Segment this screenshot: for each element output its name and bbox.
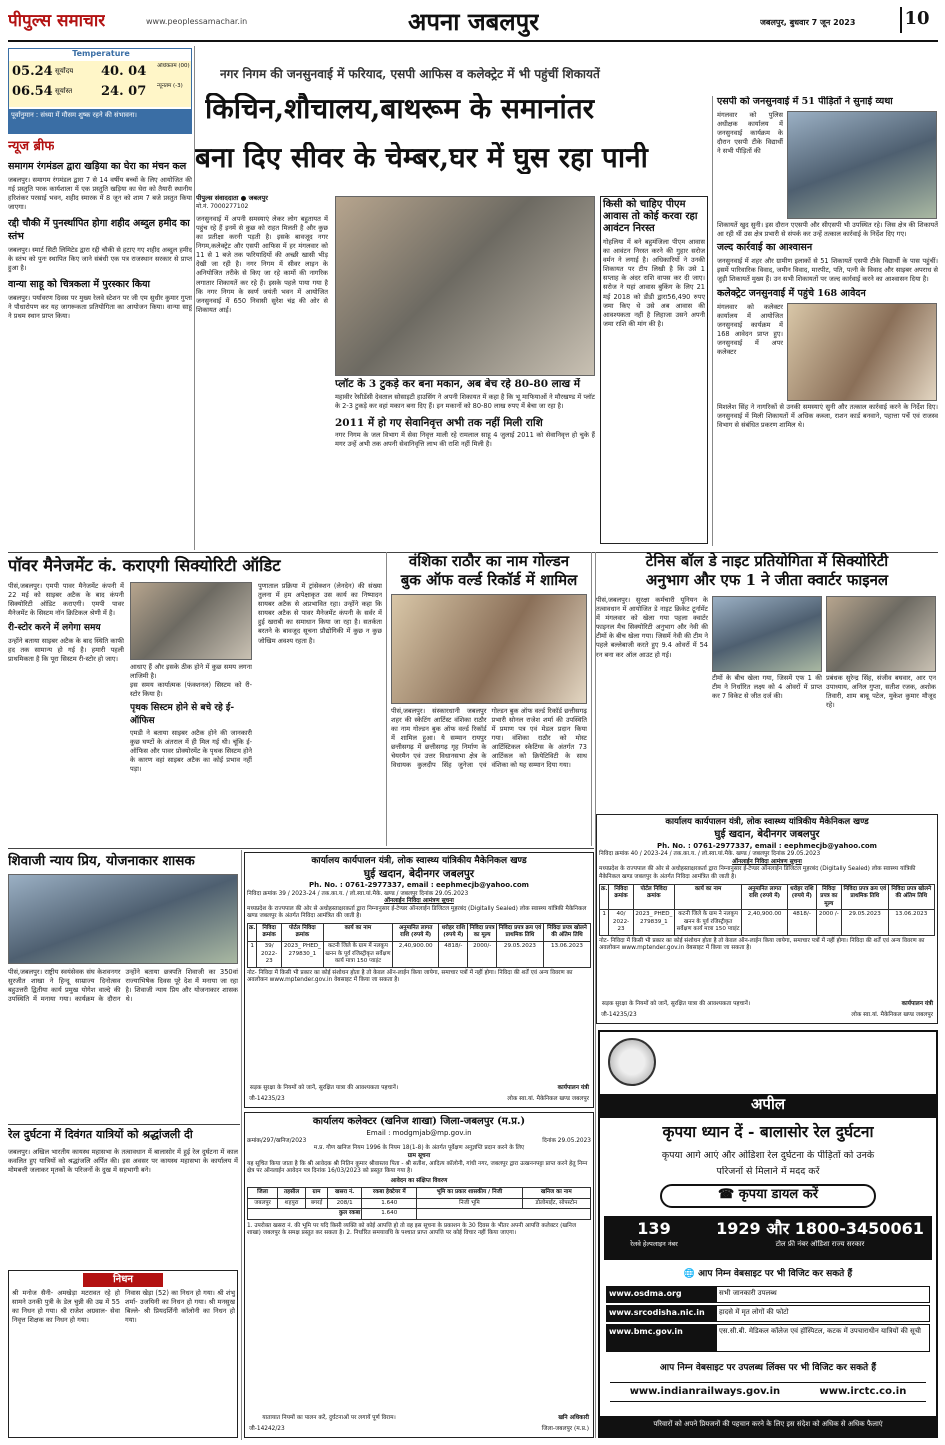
paper-name: पीपुल्स समाचार [8,11,106,31]
sunrise-label: सूर्योदय [55,67,74,75]
tender1-notice: निविदा क्रमांक 40 / 2023-24 / तक.का.य. / लो.स्वा.यां.मैके. खण्ड / जबलपुर दिनांक 29.05.2023 [599,851,821,858]
site-url[interactable]: www.osdma.org [607,1287,717,1302]
power-body-1: पीसं,जबलपुर। एमपी पावर मैनेजमेंट कंपनी में 22 मई को साइबर अटैक के बाद कंपनी सिक्योरिटी ऑडिट कराएगी। एमपी पावर मैनेजमेंट के सिस्टम नॉन क्रिटिकल श्रेणी में है। [8,582,124,618]
tender2-sign-sub: लोक स्वा.यां. मैकेनिकल खण्ड जबलपुर [507,1096,589,1103]
appeal-call-label: कृपया डायल करें [738,1187,819,1202]
appeal-call [660,1184,876,1208]
th: निविदा प्रपत्र खोलने की अंतिम तिथि [888,884,934,910]
lead-body: जनसुनवाई में अपनी समस्याएं लेकर लोग बहुतायत में पहुंच रहे हैं इनमें से कुछ को राहत मिलती है और कुछ का प्रतीक्षा करनी पड़ती है। इसके बावजूद नगर निगम,कलेक्ट्रेट और एसपी आफिस में हर मंगलवार को 11 से 1 बजे तक फरियादियों की अच्छी खासी भीड़ देखी जा रही है। नगर निगम में सीवर लाइन के अनियोजित तरीके से किए जा रहे कामों की नागरिक लगातार शिकायतें कर रहे हैं। इसके पहले पाया गया है कि नगर निगम के स्वर्ण जयंती भवन में आयोजित जनसुनवाई में 650 निवासी सुरेश चंद्र की ओर से शिकायत आई। [196,214,328,314]
tennis-caption-2: प्रबंधक सुरेन्द्र सिंह, संजीव बघवार, आर एन उपाध्याय, अनिल गुप्ता, सतीश रजक, अशोक तिवारी, शाम बाबू पटेल, मुकेश कुमार मौजूद रहे। [826,674,936,710]
tender2-notice: निविदा क्रमांक 39 / 2023-24 / तक.का.य. / लो.स्वा.यां.मैके. खण्ड / जबलपुर दिनांक 29.05.2023 [247,890,469,897]
th: अनुमानित लागत राशि (रुपये में) [393,923,439,941]
max-temp: 40. 04 [101,64,147,79]
tender1-header-row [600,884,935,910]
shivaji-photo [8,874,238,964]
td: कटनी जिले के ग्राम में नलकूप खनन के पूर्व रजिस्ट्रीकृत सर्वेक्षण कार्य मात्रा 150 प्वाइंट [323,941,392,967]
th: रकबा हेक्टेयर में [362,1188,417,1199]
phone-icon: ☎ [717,1187,739,1202]
mining-slogan: यातायात नियमों का पालन करें, दुर्घटनाओं पर लगायें पूर्ण विराम। [262,1415,396,1422]
td: 2,40,900.00 [393,941,439,967]
th: कार्य का नाम [675,884,742,910]
tennis-story [596,552,938,814]
td: 29.05.2023 [496,941,543,967]
th: खनिज का नाम [522,1188,590,1199]
tender1-sign-title: कार्यपालन यंत्री [901,1001,933,1008]
appeal-title: कृपया ध्यान दें - बालासोर रेल दुर्घटना [662,1122,874,1141]
td: 13.06.2023 [543,941,590,967]
mining-body: यह सूचित किया जाता है कि श्री आवेदक श्री नितिन कुमार श्रीवास्तव पिता - श्री सतीश, आदित्य कॉलोनी, गांधी नगर, जबलपुर द्वारा उत्खननपट्टा प्राप्त करने हेतु निम्न क्षेत्र पर ऑनलाईन आवेदन पत्र दिनांक 16/03/2023 को प्रस्तुत किया गया है। [247,1160,588,1175]
vanshika-headline-1: वंशिका राठौर का नाम गोल्डन [408,552,570,570]
forecast: पूर्वानुमान : संध्या में मौसम शुष्क रहने की संभावना। [9,109,192,133]
nidhan-col-1: श्री मनोज सैनी- अमखेड़ा मटरावत रहे हो सामने उनकी पुत्री के डेल चुन्नी की उम्र में 55 का निधन हो गया। श्री राजेश अग्रवाल- सेवा निवृत्त शिक्षक का निधन हो गया। [12,1289,120,1325]
th: निविदा प्रपत्र का मूल्य [816,884,841,910]
links-title: आप निम्न वेबसाइट पर उपलब्ध लिंक्स पर भी विजिट कर सकते हैं [659,1363,877,1373]
link-irctc[interactable]: www.irctc.co.in [819,1386,907,1398]
td: 1.640 [362,1209,417,1220]
mining-data-row [248,1198,591,1209]
td: 208/1 [328,1198,362,1209]
collector-photo [787,303,937,401]
tender1-ref: जी-14235/23 [601,1012,637,1019]
tender2-data-row [248,941,591,967]
mining-table [247,1187,591,1220]
link-railways[interactable]: www.indianrailways.gov.in [629,1386,781,1398]
tender1-intro: मध्यप्रदेश के राज्यपाल की ओर से अधोहस्ताक्षरकर्ता द्वारा निम्नानुसार ई-टेण्डर ऑनलाईन डिजिटल मुहरबंद (Digitally Sealed) लोक स्वास्थ्य यांत्रिकी मैकेनिकल खण्ड जबलपुर के अंतर्गत निविदा आमंत्रित की जाती है। [599,866,916,880]
lead-headline-2: बना दिए सीवर के चेम्बर,घर में घुस रहा पानी [195,142,648,174]
th: पोर्टल निविदा क्रमांक [633,884,674,910]
mining-ref: जी-14242/23 [249,1426,285,1433]
tender2-intro: मध्यप्रदेश के राज्यपाल की ओर से अधोहस्ताक्षरकर्ता द्वारा निम्नानुसार ई-टेण्डर ऑनलाईन डिजिटल मुहरबंद (Digitally Sealed) लोक स्वास्थ्य यांत्रिकी मैकेनिकल खण्ड जबलपुर के अंतर्गत निविदा आमंत्रित की जाती है। [247,905,587,920]
sp-column [712,96,938,546]
mining-sign-title: खनि अधिकारी [558,1415,589,1422]
appeal-line-1: कृपया आगे आएं और ओडिशा रेल दुर्घटना के पीड़ितों को उनके [661,1150,875,1161]
td: 2023_ PHED_ 279830_1 [281,941,323,967]
masthead-rule [8,40,938,42]
td: कटनी जिले के ग्राम ने नलकूप खनन के पूर्व रजिस्ट्रीकृत सर्वेक्षण कार्य मात्रा 150 प्वाइंट [675,910,742,936]
td: 1 [600,910,609,936]
mining-notice [244,1112,594,1438]
appeal-tag: अपील [600,1094,936,1118]
brief-headline-2: रद्दी चौकी में पुनर्स्थापित होगा शहीद अब्दुल हमीद का स्तंभ [8,218,190,242]
th: ग्राम [305,1188,327,1199]
mining-title: ग्राम सूचना [407,1153,431,1159]
th: कार्य का नाम [323,923,392,941]
helpline-number[interactable]: 139 [637,1219,671,1238]
nidhan-box [8,1270,238,1438]
td: 29.05.2023 [842,910,888,936]
sp-title: एसपी को जनसुनवाई में 51 पीड़ितों ने सुनाई व्यथा [717,96,893,107]
brief-body-2: जबलपुर। स्मार्ट सिटी लिमिटेड द्वारा रद्दी चौकी से हटाए गए शहीद अब्दुल हमीद के स्तंभ को पुनः स्थापित किए जाने संबंधी एक पत्र राजस्थान सरकार से प्राप्त हुआ है। [8,245,192,272]
th: धरोहर राशि (रुपये में) [439,923,468,941]
td: डोलोमाईट, सोपस्टोन [522,1198,590,1209]
tender-ad-1 [596,814,938,1024]
lead-phone: मो.नं. 7000277102 [196,202,249,210]
th: क्र. [600,884,609,910]
power-headline: पॉवर मैनेजमेंट कं. कराएगी सिक्योरिटी ऑडिट [8,556,281,575]
tennis-body: पीसं,जबलपुर। सुरक्षा कर्मचारी यूनियन के तत्वावधान में आयोजित डे नाइट क्रिकेट टूर्नामेंट में मंगलवार को खेला गया पहला क्वार्टर फाइनल मैच सिक्योरिटी अनुभाग और नेवी की टीमों के बीच खेला गया। जिसमें नेवी की टीम ने पहले बल्लेबाजी करते हुए 9.4 ओवरों में 54 रन बना कर ऑल आउट हो गई। [596,596,708,659]
vanshika-story [386,552,592,846]
retire-body: नगर निगम के जल विभाग में सेवा निवृत्त माली रहे रामलाल साहू 4 जुलाई 2011 को सेवानिवृत्त हो चुके हैं मगर उन्हें अभी तक अपनी सेवानिवृत्ति लाभ की राशि नहीं मिली है। [335,431,595,449]
appeal-ad [598,1030,938,1438]
power-sub-2: पृथक सिस्टम होने से बचे रहे ई-ऑफिस [130,703,235,726]
masthead [8,4,938,38]
nidhan-col-2: निवास खेड़ा (52) का निधन हो गया। श्री शंभु शर्मा- उजयिनी का निधन हो गया। श्री मनसुख बिल्ले- श्री प्रियदर्शिनी कॉलोनी का निधन हो गया। [125,1289,235,1325]
helpline-label: रेलवे हेल्पलाइन नंबर [630,1240,678,1248]
th: जिला [248,1188,278,1199]
tender1-data-row [600,910,935,936]
site-url[interactable]: www.bmc.gov.in [607,1325,717,1351]
sp-photo [787,111,937,219]
globe-icon: 🌐 [683,1269,699,1279]
mining-memo: क्रमांक/297/खनिज/2023 [247,1137,307,1144]
td: 2000/- [468,941,497,967]
th: खसरा नं. [328,1188,362,1199]
mining-sign-sub: जिला-जबलपुर (म.प्र.) [541,1426,589,1433]
tender1-sign-sub: लोक स्वा.यां. मैकेनिकल खण्ड जबलपुर [851,1012,933,1019]
dateline: जबलपुर, बुधवार 7 जून 2023 [760,18,856,27]
retire-title: 2011 में हो गए सेवानिवृत्त अभी तक नहीं मिली राशि [335,416,543,429]
td: 13.06.2023 [888,910,934,936]
th: अनुमानित लागत राशि (रुपये में) [742,884,788,910]
tender1-table [599,884,935,936]
paper-url[interactable]: www.peoplessamachar.in [146,17,248,26]
link-row [610,1382,926,1402]
site-row [606,1286,930,1303]
tender2-contact: Ph. No. : 0761-2977337, email : eephmecjb@yahoo.com [309,881,529,890]
collector-body: मिशलेश सिंह ने नागरिकों से उनकी समस्याएं सुनी और तत्काल कार्रवाई करने के निर्देश दिए। जनसुनवाई में मिली शिकायतों में अधिक कब्जा, राशन कार्ड बनवाने, पहात्ता पर्चे एवं राजस्व विभाग से संबंधित प्रकरण शामिल थे। [717,402,938,430]
pm-awas-body: गोहलिया में बने बहुमंजिला पीएम आवास का आवंटन निरस्त करने की गुहार सरोज वर्मन ने लगाई है। अधिकारियों ने उनकी शिकायत पर टीप लिखी है कि उसे 1 सप्ताह के अंदर राशि वापस कर दी जाए। सरोज ने यहां आवास बुकिंग के लिए 21 मई 2018 को डीडी द्वारा56,490 रुपए जमा किए थे उसे अब आवास की आवश्यकता नहीं है लिहाजा उसने अपनी जमा राशि की मांग की है। [603,238,705,328]
sp-body: शिकायतें खुद सुनी। इस दौरान एएसपी और सीएसपी भी उपस्थित रहे। जिस क्षेत्र की शिकायतें आ रही थीं उस क्षेत्र प्रभारी से संपर्क कर उन्हें तत्काल कार्रवाई के निर्देश दिए गए। [717,220,938,238]
web-title [600,1268,936,1280]
tender2-table [247,923,591,968]
power-photo [130,582,252,660]
th: क्र. [248,923,257,941]
tender2-note: नोट- निविदा में किसी भी प्रकार का कोई संशोधन होता है तो केवल ऑन-लाईन किया जायेगा, समाचार पत्रों में नहीं होगा। निविदा की शर्तें एवं अन्य विवरण का अवलोकन www.mptender.gov.in वेबसाइट में किया जा सकता है। [247,969,573,984]
lead-kicker: नगर निगम की जनसुनवाई में फरियाद, एसपी आफिस व कलेक्ट्रेट में भी पहुंचीं शिकायतें [220,67,600,81]
sp-sub-title: जल्द कार्रवाई का आश्वासन [717,242,813,253]
th: तहसील [278,1188,306,1199]
td: 40/ 2022-23 [609,910,633,936]
appeal-line-2: परिजनों से मिलाने में मदद करें [716,1166,820,1177]
tribute-body: जबलपुर। अखिल भारतीय कायस्थ महासभा के तत्वावधान में बालासोर में हुई रेल दुर्घटना में काल कवलित हुए यात्रियों को श्रद्धांजलि अर्पित की। इस अवसर पर कायस्थ महासभा के कार्यालय में मोमबत्ती जलाकर मृतकों के परिजनों के दुख में सहभागी बने। [8,1148,238,1175]
td: 2023_ PHED_ 279839_1 [633,910,674,936]
power-caption: आधाए हैं और इसके ठीक होने में कुछ समय लगना लाजिमी है। [130,663,252,681]
tender1-note: नोट- निविदा में किसी भी प्रकार का कोई संशोधन होता है तो केवल ऑन-लाईन किया जायेगा, समाचार पत्रों में नहीं होगा। निविदा की शर्तें एवं अन्य विवरण का अवलोकन www.mptender.gov.in वेबसाइट में किया जा सकता है। [599,937,925,952]
plot-body: महावीर रेसीडेंसी देवताल सोसाइटी हाउसिंग ने अपनी शिकायत में कहा है कि भू माफियाओं ने मौरखण्ड में प्लॉट के 2-3 टुकड़े कर वहां मकान बना दिए हैं। इन मकानों को 80-80 लाख रुपए में बेचा जा रहा है। [335,392,595,410]
mining-date: दिनांक 29.05.2023 [542,1137,591,1144]
tennis-photo-2 [826,596,936,672]
tribute-headline: रेल दुर्घटना में दिवंगत यात्रियों को श्रद्धांजली दी [8,1128,193,1141]
collector-title: कलेक्ट्रेट जनसुनवाई में पहुंचे 168 आवेदन [717,288,866,300]
tennis-headline-1: टेनिस बॉल डे नाइट प्रतियोगिता में सिक्योरिटी [645,552,889,570]
emblem-icon [608,1038,656,1086]
site-desc: सभी जानकारी उपलब्ध [719,1289,777,1297]
tennis-photo-1 [712,596,822,672]
tender-ad-2 [244,852,594,1108]
tender1-slogan: सड़क सुरक्षा के नियमों को जानें, सुरक्षित यात्रा की आवश्यकता पहचानें। [601,1001,751,1008]
tender2-office: कार्यालय कार्यपालन यंत्री, लोक स्वास्थ्य यांत्रिकीय मैकेनिकल खण्ड [311,856,527,866]
news-brief [8,138,192,558]
power-sub-2-body: एमडी ने बताया साइबर अटैक होने की जानकारी कुछ घण्टों के अंतराल में ही मिल गई थी। चूंकि ई-ऑफिस और पावर प्रोक्योरमेंट के पृथक सिस्टम होने के कारण वहां साइबर अटैक का कोई प्रभाव नहीं पड़ा। [130,728,252,774]
tollfree-number[interactable]: 1929 और 1800-3450061 [716,1219,924,1238]
sunset-time: 06.54 [12,84,53,99]
td: कुल रकबा [248,1209,362,1220]
site-list [606,1286,930,1352]
tender1-place: घुई खदान, बेदीनगर जबलपुर [714,829,820,841]
brief-label: न्यूज ब्रीफ [8,139,55,154]
site-desc: हादसे में मृत लोगों की फोटो [719,1308,789,1316]
tender2-slogan: सड़क सुरक्षा के नियमों को जानें, सुरक्षित यात्रा की आवश्यकता पहचानें। [249,1085,399,1092]
td: जबलपुर [248,1198,278,1209]
power-sub-1: री-स्टोर करने में लगेगा समय [8,623,101,634]
tender1-contact: Ph. No. : 0761-2977337, email : eephmecjb@yahoo.com [657,841,877,850]
th: धरोहर राशि (रुपये में) [787,884,816,910]
sp-side: मंगलवार को पुलिस अधीक्षक कार्यालय में जनसुनवाई कार्यक्रम के दौरान एसपी टीके विद्यार्थी ने सभी पीड़ितों की [717,110,783,156]
sunset-label: सूर्यास्त [55,87,73,95]
td: 1.640 [362,1198,417,1209]
mining-total-row [248,1209,591,1220]
pm-awas-box [600,196,708,544]
tender1-subject: ऑनलाईन निविदा आमंत्रण सूचना [732,858,802,865]
section-title: अपना जबलपुर [408,7,540,36]
td: निजी भूमि [417,1198,522,1209]
td: बगरई [305,1198,327,1209]
power-col-3: पुणाताल प्रक्रिया में ट्रांसेक्शन (लेनदेन) की संख्या तुलना में हम अपेक्षाकृत उस कार्य का निष्पादन सायबर अटैक से अप्रभावित रहा। उन्होंने कहा कि सायबर अटैक से पावर मैनेजमेंट कंपनी के सर्वर में हुई खराबी का समाधान किया जा रहा है। सतर्कता बरतने के बावजूद सूचना प्रौद्योगिकी में कुछ न कुछ जोखिम अवश्य रहता है। [258,582,382,645]
page-number: 10 [900,7,932,33]
weather-label: Temperature [72,49,130,58]
power-sub-1-body: उन्होंने बताया साइबर अटैक के बाद स्थिति काफी हद तक सामान्य हो गई है। हमारी पहली प्राथमिकता है कि पूरा सिस्टम री-स्टोर हो जाए। [8,636,124,663]
tender2-ref: जी-14235/23 [249,1096,285,1103]
power-body-2: इस समय कार्यात्मक (फंक्शनल) सिस्टम को री-स्टोर किया है। [130,681,252,699]
shivaji-body: पीसं,जबलपुर। राष्ट्रीय स्वयंसेवक संघ केशवनगर सुरजीत शाखा ने हिन्दू साम्राज्य दिनोत्सव बहुउत्तरी द्वितीया कार्य प्रमुख योगेश वाल्दे की उपस्थिति में मनाया गया। कार्यक्रम के दौरान उन्होंने बताया छत्रपति शिवाजी का 350वां राज्याभिषेक दिवस पूरे देश में मनाया जा रहा है। शिवाजी न्याय प्रिय और योजनाकार शासक थे। [8,968,238,1004]
mining-sub: आवेदन का संक्षिप्त विवरण [390,1177,448,1184]
td: 1 [248,941,257,967]
th: निविदा प्रपत्र क्रय एवं प्राथमिक तिथि [496,923,543,941]
td: 2,40,900.00 [742,910,788,936]
tender2-sign-title: कार्यपालन यंत्री [557,1085,589,1092]
plot-story [335,378,595,544]
plot-title: प्लॉट के 3 टुकड़े कर बना मकान, अब बेच रहे 80-80 लाख में [335,378,581,390]
brief-headline-1: समागम रंगमंडल द्वारा खड़िया का घेरा का मंचन कल [8,161,187,172]
tennis-caption-1: टीमों के बीच खेला गया, जिसमें एफ 1 की टीम ने निर्धारित लक्ष्य को 4 ओवरों में प्राप्त कर 7 विकेट से जीत दर्ज की। [712,674,822,701]
mining-header-row [248,1188,591,1199]
th: निविदा क्रमांक [609,884,633,910]
vanshika-body: पीसं,जबलपुर। संस्कारधानी जबलपुर शहर की स्केटिंग आर्टिस्ट वंशिका राठौर का नाम गोल्डन बुक ऑफ वर्ल्ड रिकॉर्ड में शामिल हुआ। ये सम्मान रायपुर छत्तीसगढ़ में छत्तीसगढ़ गृह निर्माण के चेयरमैन एवं उत्तर विधानसभा क्षेत्र के विधायक कुलदीप सिंह जुनेजा एवं गोल्डन बुक ऑफ वर्ल्ड रिकॉर्ड छत्तीसगढ़ प्रभारी सोनल राजेश शर्मा की उपस्थिति में प्रमाण पत्र एवं मेडल प्रदान किया गया। वंशिका राठौर को मोस्ट आर्टिस्टिकल स्केटिंग्स के अंतर्गत 73 आर्टिकल को क्रियेटिविटी के साथ वंशिका को यह सम्मान दिया गया। [391,706,587,770]
site-desc: एस.सी.बी. मेडिकल कॉलेज एवं हॉस्पिटल, कटक में उपचाराधीन यात्रियों की सूची [719,1327,921,1335]
lead-body-column [196,194,328,544]
min-label: न्यूनतम (-3) [157,83,183,89]
sp-sub-body: जनसुनवाई में शहर और ग्रामीण इलाकों से 51 शिकायतें एसपी टीके विद्यार्थी के पास पहुंचीं। इसमें पारिवारिक विवाद, जमीन विवाद, मारपीट, पति, पत्नी के विवाद और साइबर अपराध से जुड़ी शिकायतें मुख्य हैं। उन सभी शिकायतों पर जल्द कार्रवाई करने का आश्वासन दिया है। [717,256,938,283]
nidhan-label: निधन [83,1273,163,1287]
td: शहपुरा [278,1198,306,1209]
brief-headline-3: वान्या साहू को चित्रकला में पुरस्कार किया [8,279,151,291]
tender2-header-row [248,923,591,941]
vanshika-photo [391,594,587,704]
td: 4818/- [787,910,816,936]
vanshika-headline-2: बुक ऑफ वर्ल्ड रिकॉर्ड में शामिल [400,570,578,589]
tennis-headline-2: अनुभाग और एफ 1 ने जीता क्वार्टर फाइनल [645,570,889,589]
collector-side: मंगलवार को कलेक्टर कार्यालय में आयोजित जनसुनवाई कार्यक्रम में 168 आवेदन प्राप्त हुए। जनसुनवाई में अपर कलेक्टर [717,302,783,357]
tollfree-label: टोल फ्री नंबर ओडिशा राज्य सरकार [775,1240,865,1248]
mining-office: कार्यालय कलेक्टर (खनिज शाखा) जिला-जबलपुर (म.प्र.) [312,1116,526,1127]
max-label: अधिकतम (00) [157,63,190,69]
tender2-subject: ऑनलाईन निविदा आमंत्रण सूचना [384,898,454,905]
weather-box [8,48,192,134]
helpline-bar [604,1216,932,1260]
brief-body-3: जबलपुर। पर्यावरण दिवस पर मुख्य रेलवे स्टेशन पर जी एम सुधीर कुमार गुप्ता ने पौधारोपण कर यह जागरूकता प्रतियोगिता का आयोजन किया। वान्या साहू ने प्रथम स्थान प्राप्त किया। [8,293,192,321]
th: निविदा प्रपत्र का मूल्य [468,923,497,941]
lead-headline-1: किचिन,शौचालय,बाथरूम के समानांतर [205,93,595,125]
shivaji-headline: शिवाजी न्याय प्रिय, योजनाकार शासक [8,853,195,869]
sunrise-time: 05.24 [12,64,53,79]
tender2-place: घुई खदान, बेदीनगर जबलपुर [363,868,475,881]
power-story [8,582,384,844]
lead-photo [335,196,595,376]
th: निविदा प्रपत्र क्रय एवं प्राथमिक तिथि [842,884,888,910]
appeal-footer: परिवारों को अपने प्रियजनों की पहचान करने के लिए इस संदेश को अधिक से अधिक फैलाएं [600,1416,936,1436]
mining-conditions: 1. उपरोक्त खसरा नं. की भूमि पर यदि किसी व्यक्ति को कोई आपत्ति हो तो वह इस सूचना के प्रकाशन के 30 दिवस के भीतर अपनी आपत्ति कलेक्टर (खनिज शाखा) जबलपुर के समक्ष प्रस्तुत कर सकता है। 2. निर्धारित समयावधि के पश्चात प्राप्त आपत्ति पर कोई विचार नहीं किया जाएगा। [247,1222,577,1237]
mining-rule: म.प्र. गौण खनिज नियम 1996 के नियम 18(1-8) के अंतर्गत पूर्वेक्षण अनुज्ञप्ति प्रदान करने के लिए [313,1145,525,1152]
th: पोर्टल निविदा क्रमांक [281,923,323,941]
site-url[interactable]: www.srcodisha.nic.in [607,1306,717,1321]
tender1-office: कार्यालय कार्यपालन यंत्री, लोक स्वास्थ्य यांत्रिकीय मैकेनिकल खण्ड [665,817,869,827]
th: भूमि का प्रकार शासकीय / निजी [417,1188,522,1199]
td: 39/ 2022-23 [257,941,281,967]
th: निविदा प्रपत्र खोलने की अंतिम तिथि [543,923,590,941]
brief-body-1: जबलपुर। समागम रंगमंडल द्वारा 7 से 14 वर्षीय बच्चों के लिए आयोजित की गई प्रस्तुति परक कार्यशाला में एक प्रस्तुति खड़िया का घेरा को तैयारी स्थानीय हरिशंकर परसाई भवन, शहीद स्मारक में 8 जून को शाम 7 बजे प्रस्तुत किया जाएगा। [8,175,192,212]
mining-email: Email : modgmjab@mp.gov.in [366,1128,472,1137]
site-row [606,1324,930,1352]
th: निविदा क्रमांक [257,923,281,941]
min-temp: 24. 07 [101,84,147,99]
td: 4818/- [439,941,468,967]
pm-awas-title: किसी को चाहिए पीएम आवास तो कोई करवा रहा आवंटन निरस्त [603,199,698,234]
web-title-text: आप निम्न वेबसाइट पर भी विजिट कर सकते हैं [698,1269,853,1279]
lead-byline: पीपुल्स संवाददाता ● जबलपुर [196,194,268,202]
td: 2000 /- [816,910,841,936]
site-row [606,1305,930,1322]
